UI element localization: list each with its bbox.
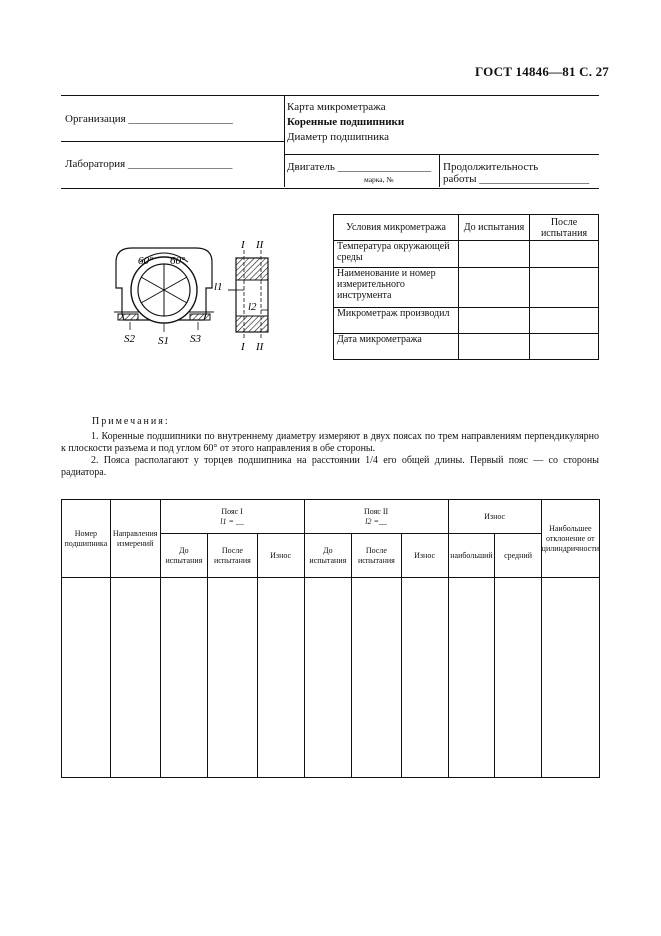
l1-label: l1 [214, 281, 223, 293]
condition-row: Дата микрометража [334, 334, 459, 360]
engine-field: Двигатель _________________ [287, 161, 432, 173]
card-divider-vertical [284, 95, 285, 187]
angle-right-label: 60° [170, 255, 186, 267]
duration-field: работы ____________________ [443, 173, 590, 185]
measurement-table [61, 499, 600, 778]
col-wear-max: наибольший [448, 534, 495, 578]
card-divider-left [61, 141, 284, 142]
col-max-deviation: Наибольшее отклонение от цилиндричности [541, 500, 599, 578]
col-belt-1: Пояс I l1 = __ [160, 500, 304, 534]
note-1: 1. Коренные подшипники по внутреннему диаметру измеряют в двух поясах по трем направлениям перпендикулярно к плоскости разъема и под углом 60° от этого направления в обе стороны. [61, 431, 599, 454]
angle-left-label: 60° [138, 255, 154, 267]
col-number: Номер подшипника [62, 500, 111, 578]
bearing-type: Коренные подшипники [287, 116, 405, 128]
col-belt1-before: До испытания [160, 534, 208, 578]
col-direction: Направления измерений [110, 500, 160, 578]
l2-label: l2 [248, 301, 257, 313]
condition-row: Наименование и номер измерительного инструмента [334, 268, 459, 308]
laboratory-field: Лаборатория ___________________ [65, 158, 233, 170]
condition-row: Микрометраж производил [334, 308, 459, 334]
card-title: Карта микрометража [287, 101, 386, 113]
col-wear-avg: средний [495, 534, 541, 578]
section-top-II: II [256, 239, 264, 251]
s2-label: S2 [124, 333, 135, 345]
section-bottom-I: I [241, 341, 245, 353]
section-top-I: I [241, 239, 245, 251]
col-belt1-wear: Износ [257, 534, 304, 578]
condition-row: Температура окружающей среды [334, 241, 459, 268]
card-divider-right [284, 154, 599, 155]
section-bottom-II: II [256, 341, 264, 353]
s3-label: S3 [190, 333, 201, 345]
organization-field: Организация ___________________ [65, 113, 233, 125]
col-before: До испытания [459, 215, 530, 241]
card-divider-engine [439, 154, 440, 187]
col-after: После испытания [530, 215, 599, 241]
notes-heading: Примечания: [92, 416, 170, 427]
col-belt2-wear: Износ [401, 534, 448, 578]
conditions-table [333, 214, 599, 360]
s1-label: S1 [158, 335, 169, 347]
page-header: ГОСТ 14846—81 С. 27 [475, 64, 609, 79]
note-2: 2. Пояса располагают у торцев подшипника на расстоянии 1/4 его общей длины. Первый пояс — со стороны радиатора. [61, 455, 599, 478]
bearing-diameter: Диаметр подшипника [287, 131, 390, 143]
col-belt2-before: До испытания [304, 534, 352, 578]
col-condition: Условия микрометража [334, 215, 459, 241]
col-wear: Износ [448, 500, 541, 534]
bearing-figure [110, 238, 280, 354]
col-belt-2: Пояс II l2 =__ [304, 500, 448, 534]
engine-hint: марка, № [364, 175, 394, 184]
col-belt1-after: После испытания [208, 534, 257, 578]
duration-label: Продолжительность [443, 161, 539, 173]
col-belt2-after: После испытания [352, 534, 401, 578]
